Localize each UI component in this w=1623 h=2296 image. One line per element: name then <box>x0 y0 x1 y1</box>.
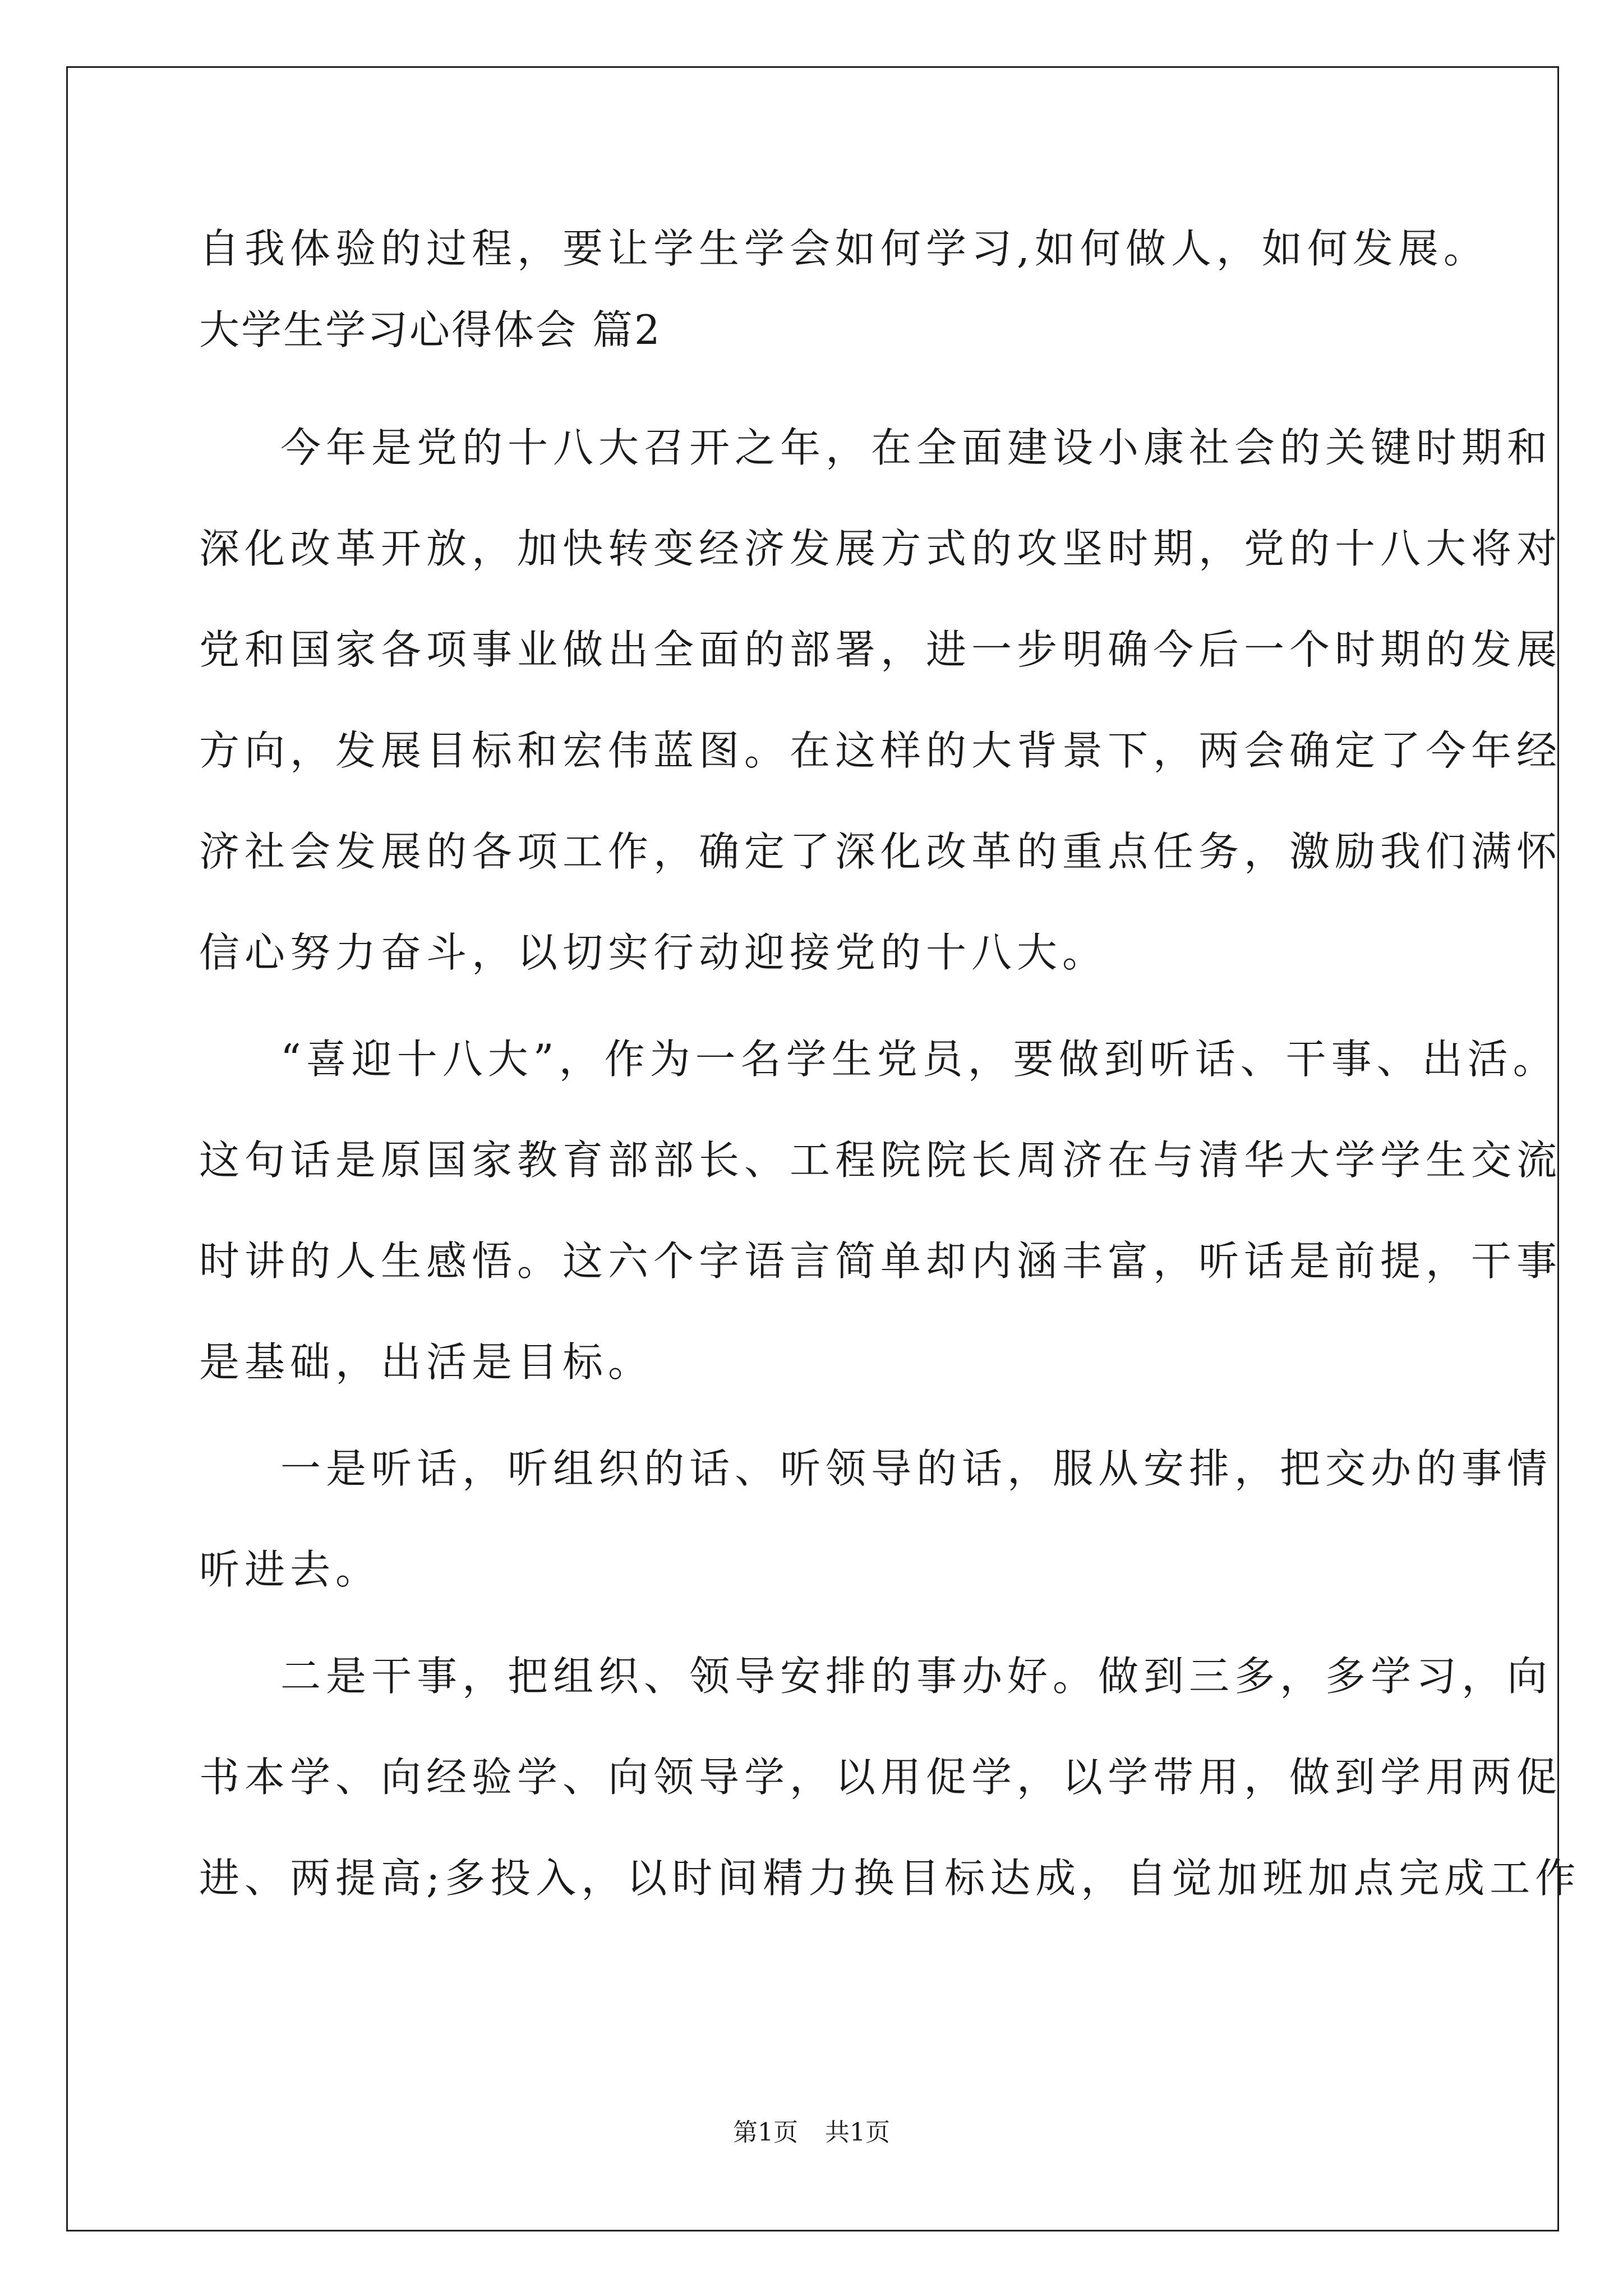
text-line: “喜迎十八大”，作为一名学生党员，要做到听话、干事、出活。 <box>280 1036 1559 1083</box>
text-line: 一是听话，听组织的话、听领导的话，服从安排，把交办的事情 <box>280 1445 1553 1492</box>
page-total: 共1页 <box>825 2118 890 2147</box>
text-line: 听进去。 <box>199 1546 381 1593</box>
text-line: 书本学、向经验学、向领导学，以用促学，以学带用，做到学用两促 <box>199 1754 1562 1801</box>
text-line: 时讲的人生感悟。这六个字语言简单却内涵丰富，听话是前提，干事 <box>199 1237 1562 1285</box>
page-number: 第1页 <box>733 2118 798 2147</box>
text-line: 今年是党的十八大召开之年，在全面建设小康社会的关键时期和 <box>280 424 1553 471</box>
text-line: 方向，发展目标和宏伟蓝图。在这样的大背景下，两会确定了今年经 <box>199 727 1562 774</box>
text-line: 进、两提高;多投入，以时间精力换目标达成，自觉加班加点完成工作 <box>199 1855 1581 1902</box>
page-footer <box>0 2116 1623 2150</box>
text-line: 这句话是原国家教育部部长、工程院院长周济在与清华大学学生交流 <box>199 1137 1562 1184</box>
text-line: 二是干事，把组织、领导安排的事办好。做到三多，多学习，向 <box>280 1653 1553 1700</box>
text-line: 信心努力奋斗，以切实行动迎接党的十八大。 <box>199 929 1108 976</box>
text-line: 深化改革开放，加快转变经济发展方式的攻坚时期，党的十八大将对 <box>199 525 1562 572</box>
text-line: 党和国家各项事业做出全面的部署，进一步明确今后一个时期的发展 <box>199 626 1562 673</box>
text-line: 是基础，出活是目标。 <box>199 1338 654 1386</box>
section-heading: 大学生学习心得体会 篇2 <box>199 306 662 353</box>
text-line: 济社会发展的各项工作，确定了深化改革的重点任务，激励我们满怀 <box>199 828 1562 875</box>
text-line: 自我体验的过程，要让学生学会如何学习,如何做人，如何发展。 <box>199 225 1489 272</box>
